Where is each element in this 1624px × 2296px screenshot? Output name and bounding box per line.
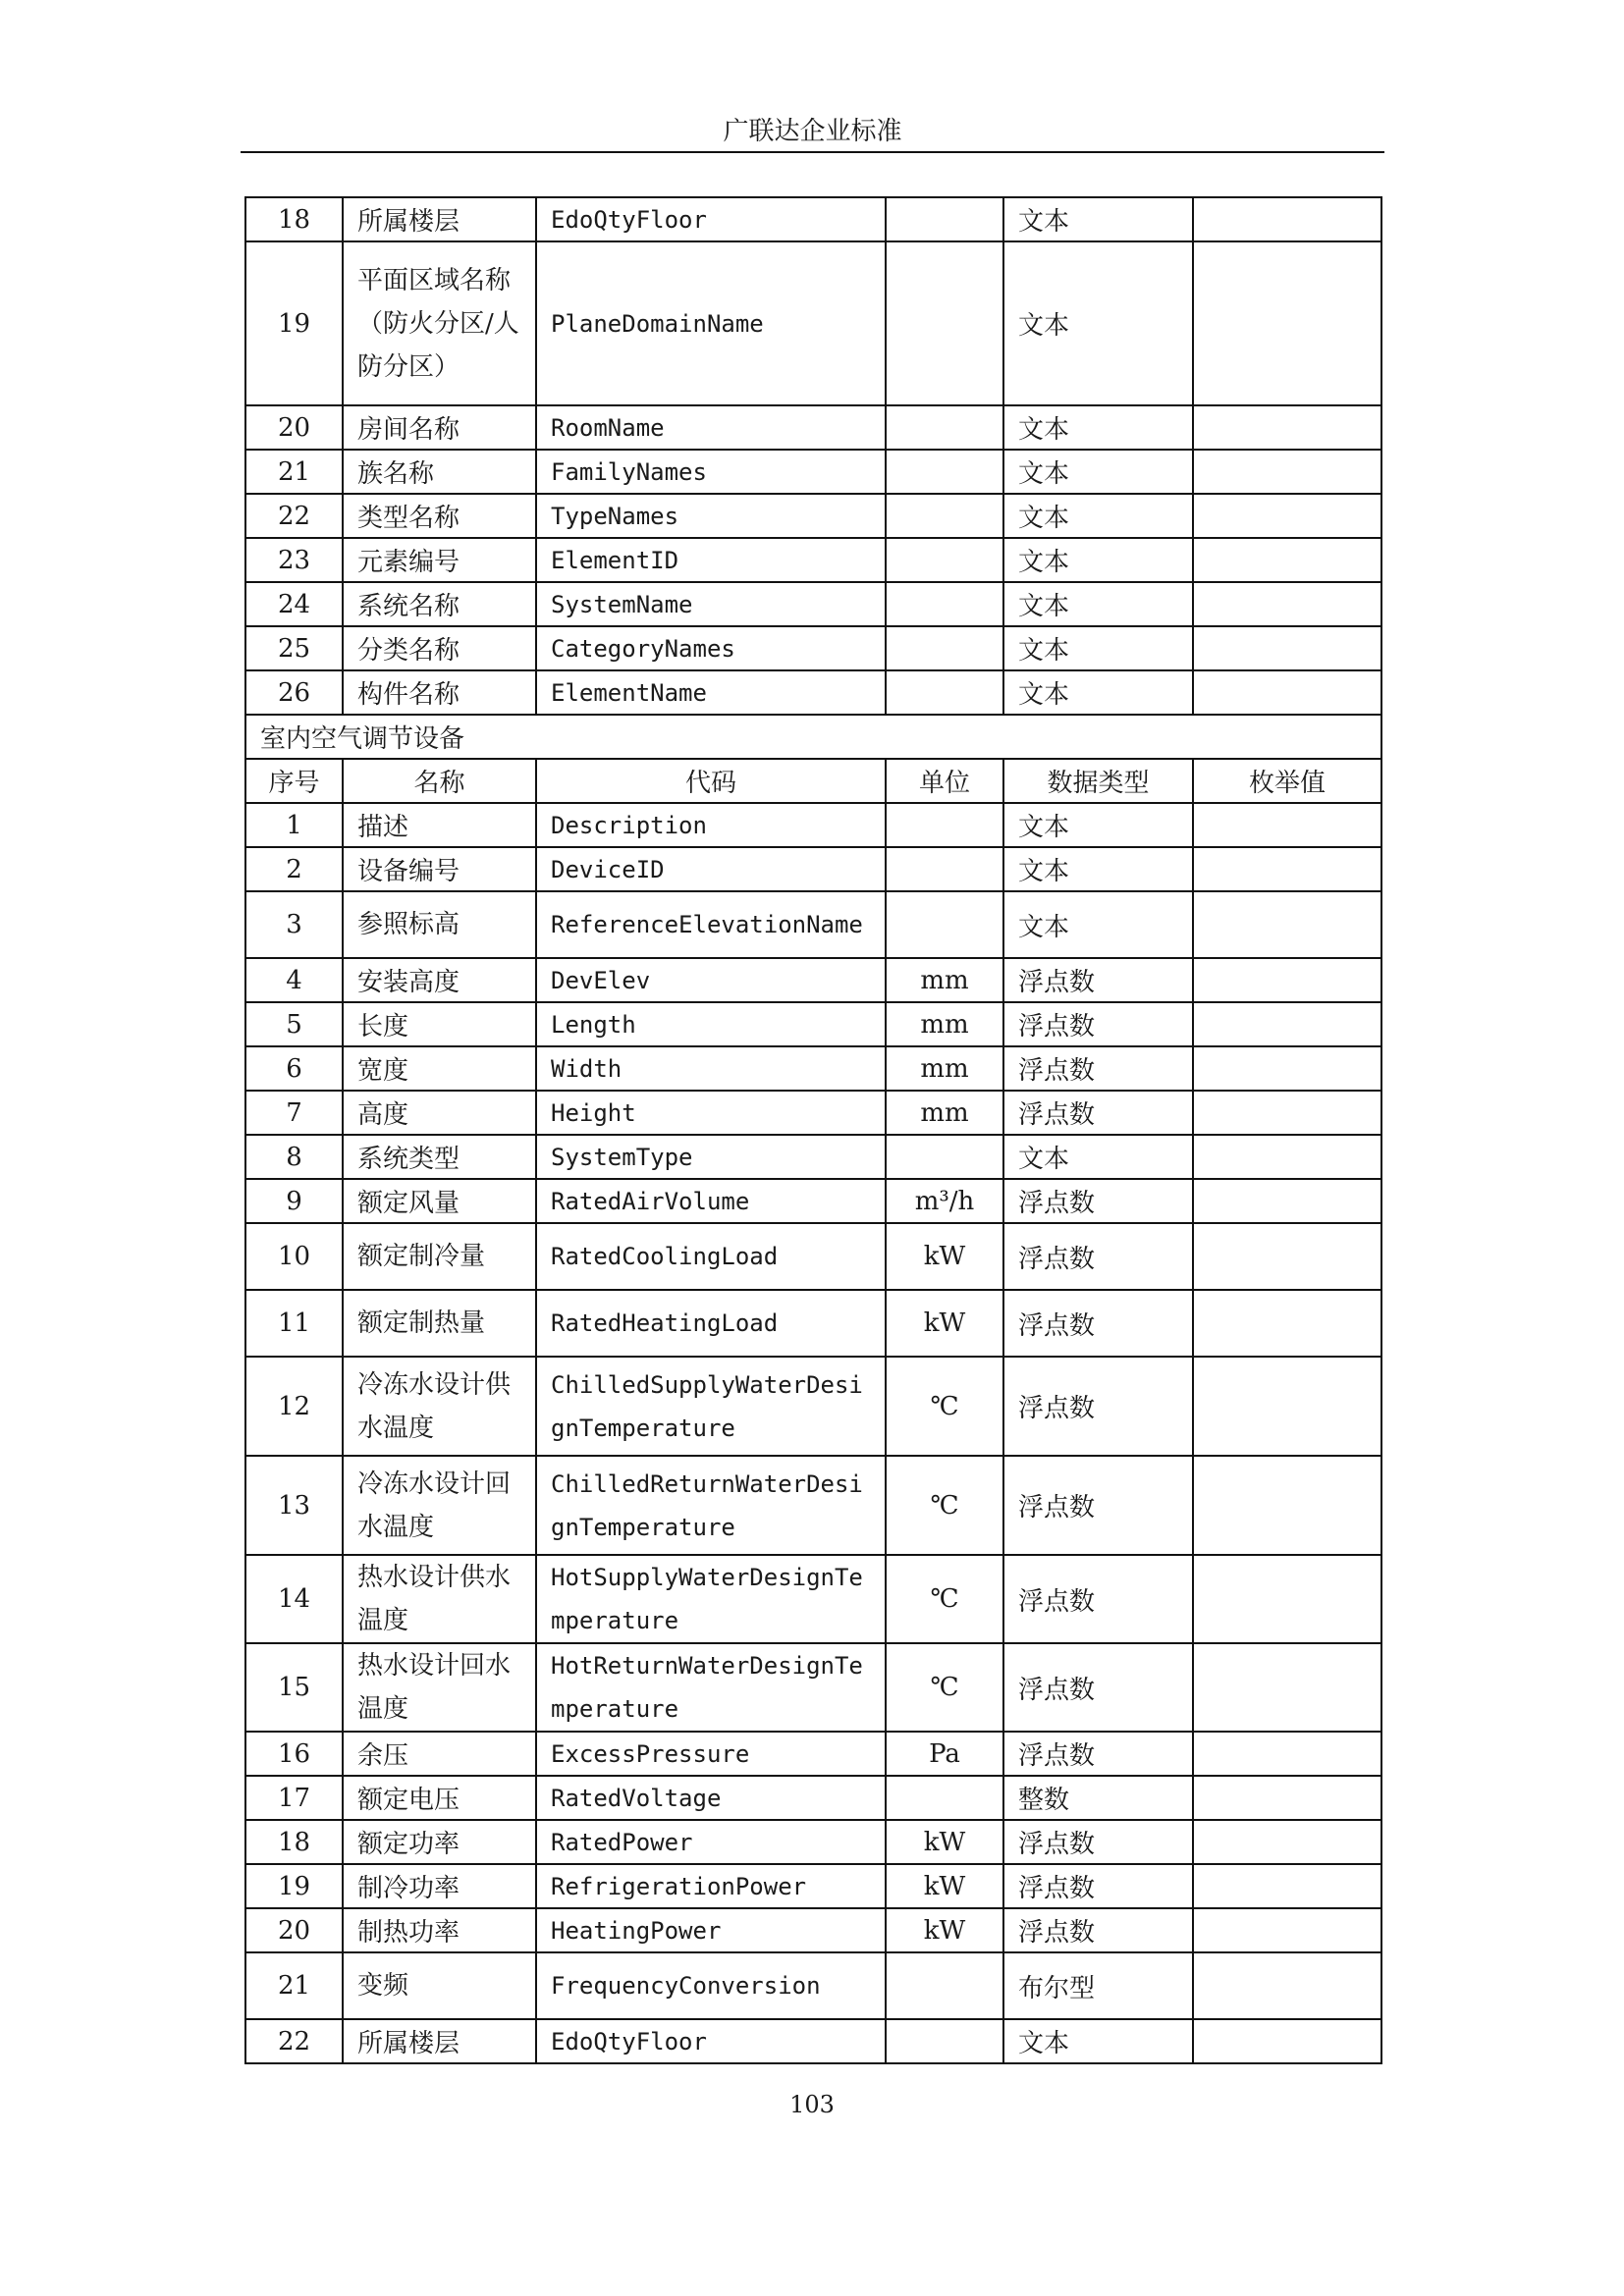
cell-no: 25 <box>245 626 343 670</box>
cell-name: 构件名称 <box>343 670 536 715</box>
cell-name: 所属楼层 <box>343 2019 536 2063</box>
cell-name: 额定制热量 <box>343 1290 536 1357</box>
cell-no: 11 <box>245 1290 343 1357</box>
table-part1-body <box>245 197 1381 715</box>
cell-unit <box>886 2019 1003 2063</box>
cell-type: 文本 <box>1003 803 1193 847</box>
cell-no: 22 <box>245 2019 343 2063</box>
cell-type: 文本 <box>1003 1135 1193 1179</box>
cell-enum <box>1193 450 1381 494</box>
cell-no: 21 <box>245 1952 343 2019</box>
cell-no: 22 <box>245 494 343 538</box>
cell-enum <box>1193 803 1381 847</box>
cell-name: 设备编号 <box>343 847 536 891</box>
cell-type: 浮点数 <box>1003 1643 1193 1732</box>
cell-type: 浮点数 <box>1003 1456 1193 1555</box>
cell-no: 17 <box>245 1776 343 1820</box>
table-row <box>245 582 1381 626</box>
table-row <box>245 2019 1381 2063</box>
cell-enum <box>1193 891 1381 958</box>
cell-enum <box>1193 847 1381 891</box>
cell-name: 冷冻水设计回水温度 <box>343 1456 536 1555</box>
table-row <box>245 1776 1381 1820</box>
cell-code: DevElev <box>536 958 886 1002</box>
cell-type: 文本 <box>1003 847 1193 891</box>
table-row <box>245 405 1381 450</box>
cell-type: 浮点数 <box>1003 1002 1193 1046</box>
cell-code: RatedCoolingLoad <box>536 1223 886 1290</box>
cell-code: Description <box>536 803 886 847</box>
cell-code: RoomName <box>536 405 886 450</box>
cell-name: 额定功率 <box>343 1820 536 1864</box>
col-header-no: 序号 <box>245 759 343 803</box>
cell-code: EdoQtyFloor <box>536 197 886 241</box>
table-row <box>245 538 1381 582</box>
header-rule <box>241 151 1384 153</box>
cell-enum <box>1193 1908 1381 1952</box>
cell-unit <box>886 803 1003 847</box>
cell-unit <box>886 1952 1003 2019</box>
cell-enum <box>1193 1002 1381 1046</box>
cell-no: 19 <box>245 241 343 405</box>
cell-code: RatedPower <box>536 1820 886 1864</box>
table-row <box>245 1908 1381 1952</box>
cell-unit <box>886 197 1003 241</box>
cell-type: 浮点数 <box>1003 1091 1193 1135</box>
cell-name: 房间名称 <box>343 405 536 450</box>
cell-unit: m³/h <box>886 1179 1003 1223</box>
cell-no: 18 <box>245 197 343 241</box>
table-row <box>245 1091 1381 1135</box>
table-row <box>245 1179 1381 1223</box>
cell-code: ElementName <box>536 670 886 715</box>
cell-name: 系统类型 <box>343 1135 536 1179</box>
table-row <box>245 1046 1381 1091</box>
cell-enum <box>1193 1776 1381 1820</box>
cell-no: 2 <box>245 847 343 891</box>
table-row <box>245 1456 1381 1555</box>
table-row <box>245 450 1381 494</box>
cell-enum <box>1193 241 1381 405</box>
cell-enum <box>1193 1864 1381 1908</box>
cell-unit: mm <box>886 1002 1003 1046</box>
column-header-row <box>245 759 1381 803</box>
table-row <box>245 847 1381 891</box>
table-row <box>245 670 1381 715</box>
cell-name: 额定电压 <box>343 1776 536 1820</box>
cell-no: 1 <box>245 803 343 847</box>
section-title: 室内空气调节设备 <box>245 715 1381 759</box>
cell-code: EdoQtyFloor <box>536 2019 886 2063</box>
cell-unit: Pa <box>886 1732 1003 1776</box>
cell-name: 宽度 <box>343 1046 536 1091</box>
cell-unit <box>886 626 1003 670</box>
cell-unit <box>886 450 1003 494</box>
cell-unit <box>886 670 1003 715</box>
col-header-code: 代码 <box>536 759 886 803</box>
cell-name: 长度 <box>343 1002 536 1046</box>
table-row <box>245 1135 1381 1179</box>
cell-name: 制冷功率 <box>343 1864 536 1908</box>
cell-enum <box>1193 1290 1381 1357</box>
cell-enum <box>1193 626 1381 670</box>
cell-type: 浮点数 <box>1003 1864 1193 1908</box>
cell-type: 文本 <box>1003 626 1193 670</box>
cell-code: HeatingPower <box>536 1908 886 1952</box>
cell-type: 整数 <box>1003 1776 1193 1820</box>
cell-enum <box>1193 1223 1381 1290</box>
cell-no: 21 <box>245 450 343 494</box>
cell-type: 浮点数 <box>1003 1357 1193 1456</box>
cell-code: Height <box>536 1091 886 1135</box>
cell-name: 系统名称 <box>343 582 536 626</box>
cell-name: 族名称 <box>343 450 536 494</box>
table-row <box>245 1643 1381 1732</box>
cell-name: 热水设计回水温度 <box>343 1643 536 1732</box>
table-row <box>245 494 1381 538</box>
cell-type: 浮点数 <box>1003 1179 1193 1223</box>
table-row <box>245 1732 1381 1776</box>
cell-name: 余压 <box>343 1732 536 1776</box>
table-row <box>245 958 1381 1002</box>
table-row <box>245 803 1381 847</box>
cell-code: RatedAirVolume <box>536 1179 886 1223</box>
cell-no: 14 <box>245 1555 343 1643</box>
table-row <box>245 1357 1381 1456</box>
cell-code: HotReturnWaterDesignTemperature <box>536 1643 886 1732</box>
cell-unit <box>886 1135 1003 1179</box>
cell-enum <box>1193 1179 1381 1223</box>
cell-enum <box>1193 1555 1381 1643</box>
cell-unit <box>886 847 1003 891</box>
table-row <box>245 1290 1381 1357</box>
cell-no: 15 <box>245 1643 343 1732</box>
cell-enum <box>1193 2019 1381 2063</box>
cell-unit: mm <box>886 958 1003 1002</box>
attribute-table <box>244 196 1382 2064</box>
cell-name: 分类名称 <box>343 626 536 670</box>
cell-no: 18 <box>245 1820 343 1864</box>
cell-name: 元素编号 <box>343 538 536 582</box>
cell-enum <box>1193 1732 1381 1776</box>
cell-type: 浮点数 <box>1003 1908 1193 1952</box>
cell-unit <box>886 538 1003 582</box>
col-header-enum: 枚举值 <box>1193 759 1381 803</box>
cell-type: 文本 <box>1003 582 1193 626</box>
cell-unit <box>886 1776 1003 1820</box>
cell-enum <box>1193 1091 1381 1135</box>
cell-no: 20 <box>245 1908 343 1952</box>
cell-code: ChilledSupplyWaterDesignTemperature <box>536 1357 886 1456</box>
cell-type: 浮点数 <box>1003 1555 1193 1643</box>
cell-code: ElementID <box>536 538 886 582</box>
cell-code: TypeNames <box>536 494 886 538</box>
cell-type: 布尔型 <box>1003 1952 1193 2019</box>
cell-code: SystemName <box>536 582 886 626</box>
cell-name: 变频 <box>343 1952 536 2019</box>
cell-unit: ℃ <box>886 1357 1003 1456</box>
cell-unit: ℃ <box>886 1643 1003 1732</box>
cell-name: 安装高度 <box>343 958 536 1002</box>
cell-code: RatedHeatingLoad <box>536 1290 886 1357</box>
table-row <box>245 1555 1381 1643</box>
cell-no: 10 <box>245 1223 343 1290</box>
cell-unit: mm <box>886 1091 1003 1135</box>
cell-name: 参照标高 <box>343 891 536 958</box>
table-row <box>245 197 1381 241</box>
cell-type: 浮点数 <box>1003 1046 1193 1091</box>
cell-type: 浮点数 <box>1003 1290 1193 1357</box>
cell-name: 平面区域名称（防火分区/人防分区） <box>343 241 536 405</box>
section-block <box>245 715 1381 803</box>
cell-type: 文本 <box>1003 197 1193 241</box>
cell-name: 额定制冷量 <box>343 1223 536 1290</box>
col-header-unit: 单位 <box>886 759 1003 803</box>
cell-unit <box>886 241 1003 405</box>
cell-enum <box>1193 582 1381 626</box>
cell-enum <box>1193 1820 1381 1864</box>
cell-unit: mm <box>886 1046 1003 1091</box>
cell-enum <box>1193 1046 1381 1091</box>
cell-code: ChilledReturnWaterDesignTemperature <box>536 1456 886 1555</box>
cell-unit <box>886 582 1003 626</box>
cell-unit: kW <box>886 1223 1003 1290</box>
cell-name: 额定风量 <box>343 1179 536 1223</box>
cell-name: 制热功率 <box>343 1908 536 1952</box>
cell-code: Length <box>536 1002 886 1046</box>
table-row <box>245 1002 1381 1046</box>
cell-unit: kW <box>886 1864 1003 1908</box>
col-header-type: 数据类型 <box>1003 759 1193 803</box>
cell-code: PlaneDomainName <box>536 241 886 405</box>
cell-name: 热水设计供水温度 <box>343 1555 536 1643</box>
cell-no: 16 <box>245 1732 343 1776</box>
page-number: 103 <box>789 2091 835 2118</box>
table-row <box>245 241 1381 405</box>
cell-code: FrequencyConversion <box>536 1952 886 2019</box>
cell-unit <box>886 891 1003 958</box>
cell-code: DeviceID <box>536 847 886 891</box>
cell-no: 26 <box>245 670 343 715</box>
cell-no: 5 <box>245 1002 343 1046</box>
cell-enum <box>1193 405 1381 450</box>
cell-code: ExcessPressure <box>536 1732 886 1776</box>
cell-enum <box>1193 494 1381 538</box>
cell-enum <box>1193 1135 1381 1179</box>
cell-code: CategoryNames <box>536 626 886 670</box>
cell-enum <box>1193 1456 1381 1555</box>
cell-type: 文本 <box>1003 891 1193 958</box>
cell-no: 7 <box>245 1091 343 1135</box>
cell-enum <box>1193 1643 1381 1732</box>
cell-code: ReferenceElevationName <box>536 891 886 958</box>
cell-no: 4 <box>245 958 343 1002</box>
cell-unit: kW <box>886 1820 1003 1864</box>
cell-name: 描述 <box>343 803 536 847</box>
cell-code: Width <box>536 1046 886 1091</box>
cell-type: 文本 <box>1003 241 1193 405</box>
cell-unit <box>886 494 1003 538</box>
cell-type: 浮点数 <box>1003 1223 1193 1290</box>
cell-no: 8 <box>245 1135 343 1179</box>
cell-unit: kW <box>886 1908 1003 1952</box>
table-row <box>245 1952 1381 2019</box>
cell-type: 浮点数 <box>1003 1820 1193 1864</box>
cell-no: 23 <box>245 538 343 582</box>
table-part2-body <box>245 803 1381 2063</box>
cell-code: RatedVoltage <box>536 1776 886 1820</box>
cell-name: 所属楼层 <box>343 197 536 241</box>
table-row <box>245 1820 1381 1864</box>
cell-type: 文本 <box>1003 405 1193 450</box>
cell-type: 文本 <box>1003 450 1193 494</box>
cell-no: 24 <box>245 582 343 626</box>
table-row <box>245 626 1381 670</box>
cell-enum <box>1193 670 1381 715</box>
cell-unit: ℃ <box>886 1456 1003 1555</box>
cell-code: RefrigerationPower <box>536 1864 886 1908</box>
cell-code: HotSupplyWaterDesignTemperature <box>536 1555 886 1643</box>
cell-unit: kW <box>886 1290 1003 1357</box>
cell-name: 冷冻水设计供水温度 <box>343 1357 536 1456</box>
cell-no: 12 <box>245 1357 343 1456</box>
cell-no: 13 <box>245 1456 343 1555</box>
cell-enum <box>1193 197 1381 241</box>
cell-enum <box>1193 1357 1381 1456</box>
cell-name: 类型名称 <box>343 494 536 538</box>
cell-type: 文本 <box>1003 538 1193 582</box>
table-row <box>245 1864 1381 1908</box>
cell-enum <box>1193 1952 1381 2019</box>
cell-no: 20 <box>245 405 343 450</box>
cell-type: 文本 <box>1003 670 1193 715</box>
page-header-title: 广联达企业标准 <box>723 117 902 146</box>
cell-type: 文本 <box>1003 2019 1193 2063</box>
cell-code: FamilyNames <box>536 450 886 494</box>
cell-no: 9 <box>245 1179 343 1223</box>
cell-no: 6 <box>245 1046 343 1091</box>
table-row <box>245 891 1381 958</box>
cell-type: 文本 <box>1003 494 1193 538</box>
cell-unit: ℃ <box>886 1555 1003 1643</box>
cell-type: 浮点数 <box>1003 958 1193 1002</box>
table-row <box>245 1223 1381 1290</box>
cell-unit <box>886 405 1003 450</box>
cell-no: 3 <box>245 891 343 958</box>
cell-no: 19 <box>245 1864 343 1908</box>
cell-enum <box>1193 538 1381 582</box>
cell-code: SystemType <box>536 1135 886 1179</box>
section-row <box>245 715 1381 759</box>
cell-name: 高度 <box>343 1091 536 1135</box>
cell-type: 浮点数 <box>1003 1732 1193 1776</box>
col-header-name: 名称 <box>343 759 536 803</box>
cell-enum <box>1193 958 1381 1002</box>
